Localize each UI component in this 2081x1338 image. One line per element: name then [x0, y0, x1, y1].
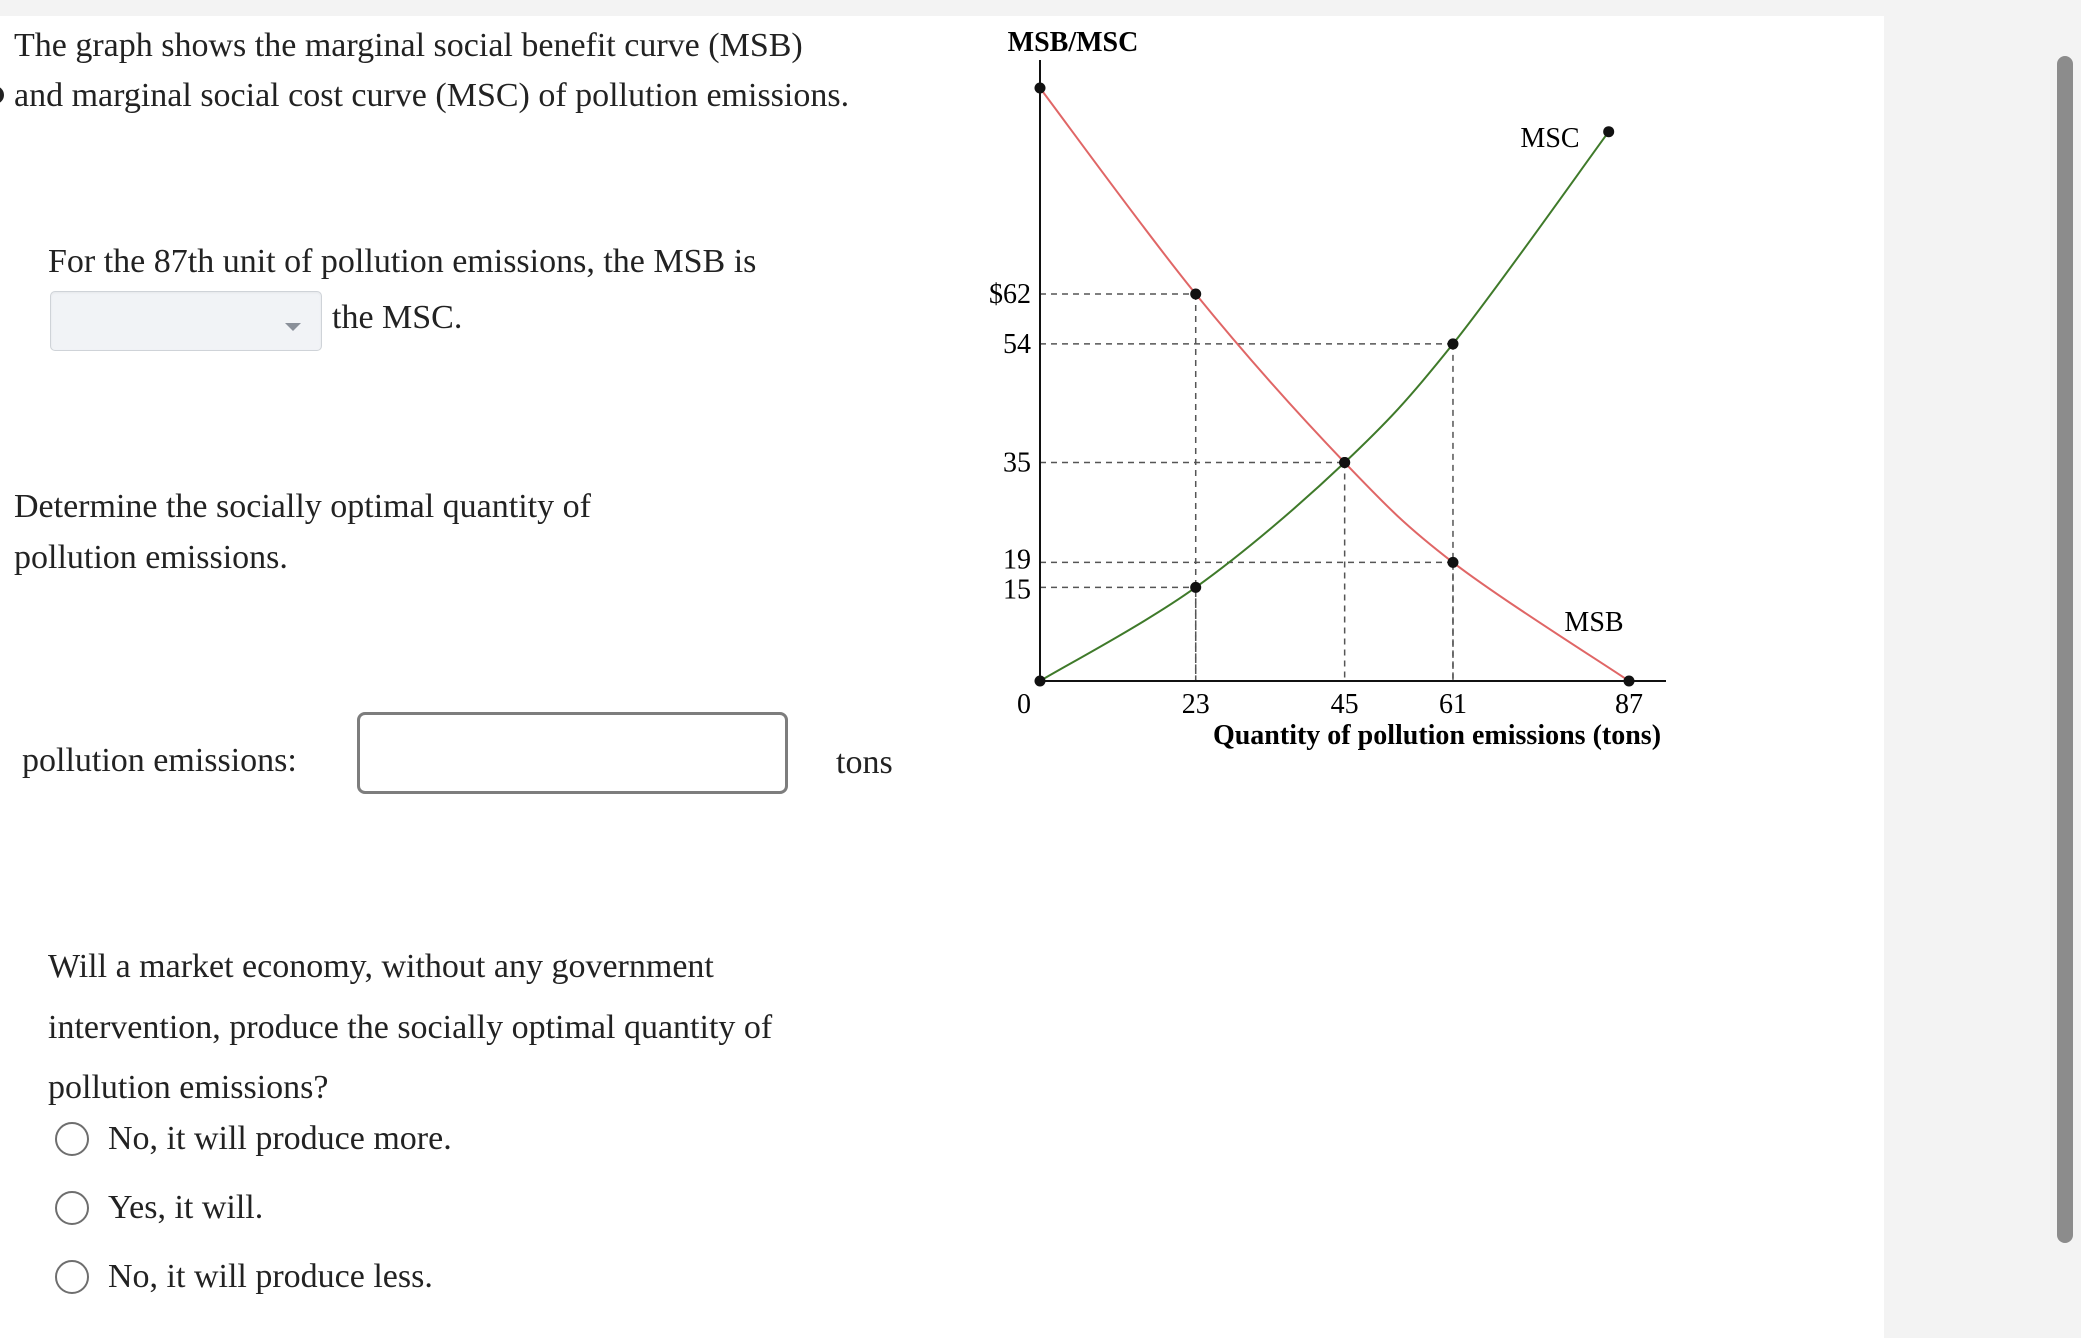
msc-point-2	[1339, 457, 1350, 468]
q3-text-line-2: intervention, produce the socially optimal quantity of	[48, 1009, 773, 1046]
msc-point-3	[1447, 338, 1458, 349]
q3-text-line-3: pollution emissions?	[48, 1069, 329, 1106]
msc-curve	[1040, 132, 1609, 681]
msc-point-4	[1603, 126, 1614, 137]
intro-line-2: and marginal social cost curve (MSC) of pollution emissions.	[14, 77, 850, 114]
msb-series-label: MSB	[1564, 607, 1624, 638]
x-tick-label: 87	[1615, 689, 1643, 720]
msb-point-1	[1190, 288, 1201, 299]
q2-input-label: pollution emissions:	[22, 742, 297, 779]
y-axis-label: MSB/MSC	[1007, 27, 1139, 58]
q3-text-line-1: Will a market economy, without any government	[48, 948, 714, 985]
msb-point-3	[1447, 557, 1458, 568]
x-tick-label: 0	[1017, 689, 1031, 720]
msb-curve	[1040, 88, 1629, 681]
q1-after-dropdown: the MSC.	[332, 299, 463, 336]
radio-option-label[interactable]: No, it will produce more.	[108, 1120, 452, 1157]
x-tick-label: 23	[1181, 689, 1210, 720]
q2-unit: tons	[836, 744, 893, 781]
x-tick-label: 61	[1438, 689, 1467, 720]
y-tick-label: 19	[1003, 544, 1031, 576]
q2-text-line-1: Determine the socially optimal quantity of	[14, 488, 591, 525]
msc-series-label: MSC	[1520, 123, 1580, 154]
q1-text: For the 87th unit of pollution emissions, the MSB is	[48, 243, 757, 280]
y-tick-label: 35	[1003, 447, 1031, 479]
intro-line-1: The graph shows the marginal social benefit curve (MSB)	[14, 27, 803, 64]
radio-option-label[interactable]: No, it will produce less.	[108, 1258, 433, 1295]
msb-point-4	[1624, 676, 1635, 687]
x-tick-label: 45	[1330, 689, 1359, 720]
msc-point-1	[1190, 582, 1201, 593]
msc-point-0	[1035, 676, 1046, 687]
msb-point-0	[1035, 83, 1046, 94]
radio-option-label[interactable]: Yes, it will.	[108, 1189, 264, 1226]
x-axis-label: Quantity of pollution emissions (tons)	[1212, 720, 1662, 751]
y-tick-label: $62	[989, 278, 1031, 310]
y-tick-label: 15	[1003, 574, 1031, 606]
q2-text-line-2: pollution emissions.	[14, 539, 288, 576]
y-tick-label: 54	[1003, 328, 1031, 360]
